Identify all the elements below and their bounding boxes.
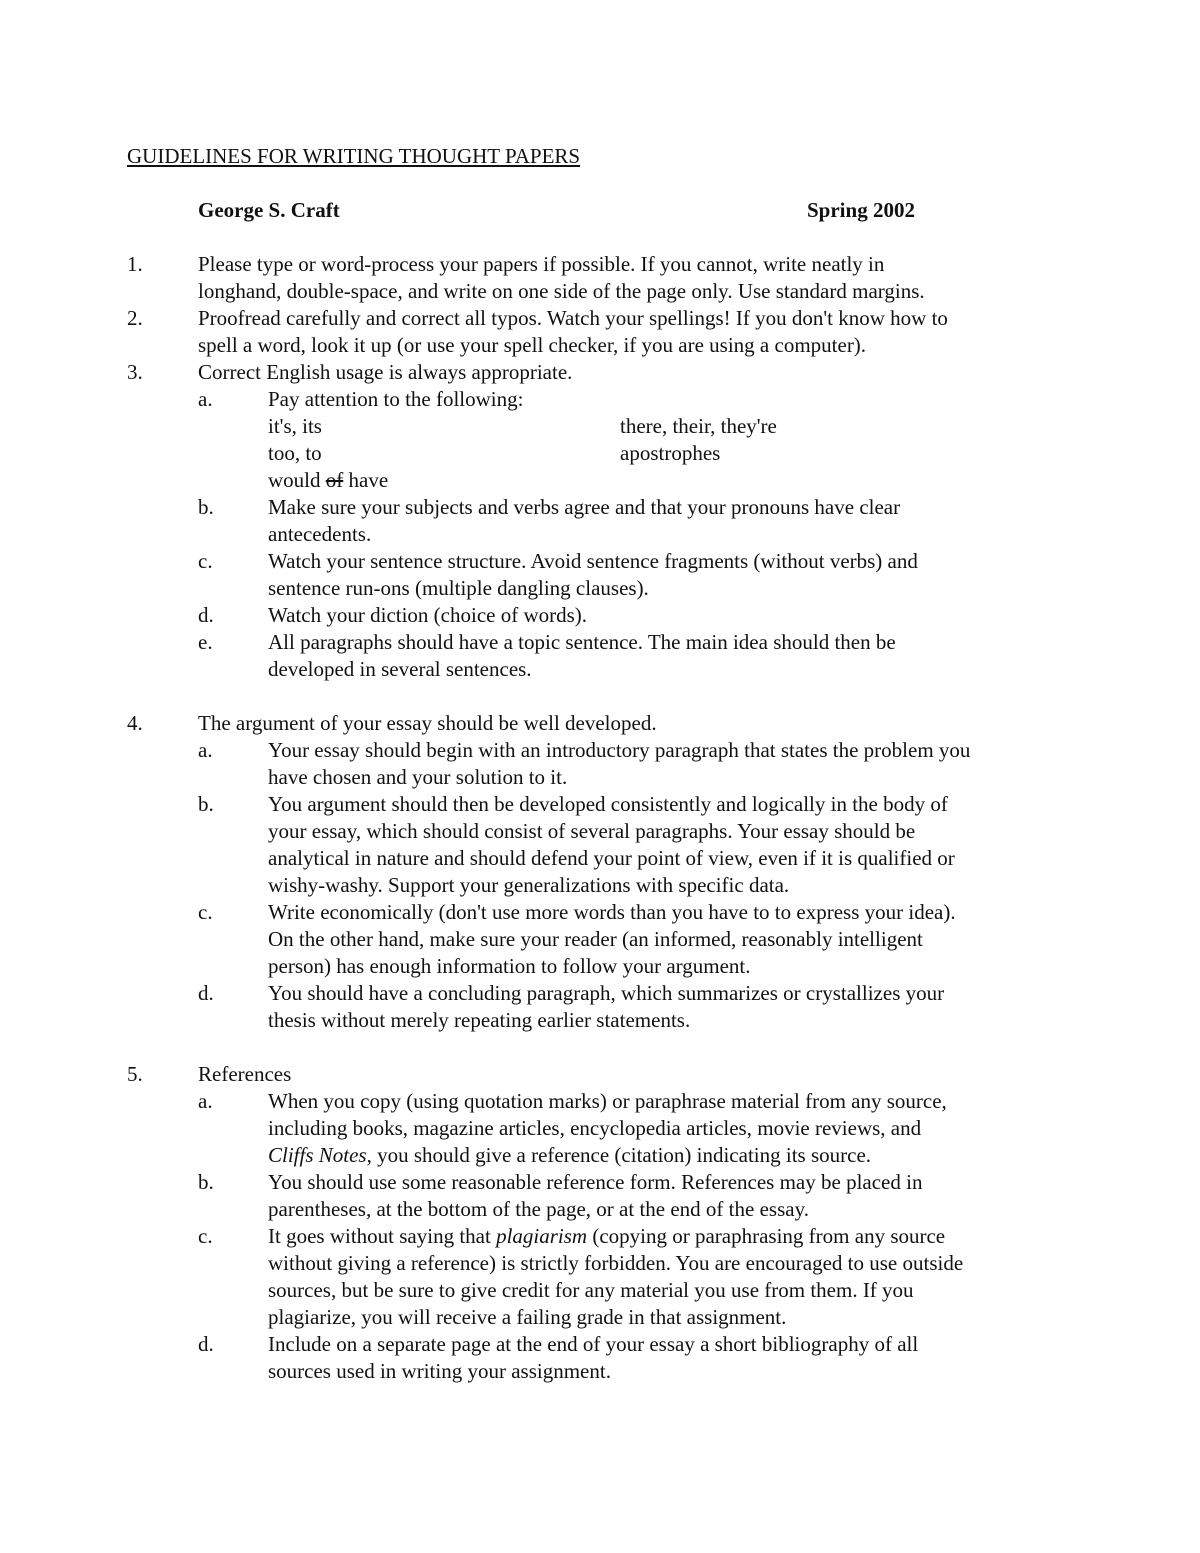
word-apostrophes: apostrophes xyxy=(620,441,721,465)
item-4d-letter: d. xyxy=(198,981,214,1005)
item-5c-line-1 xyxy=(268,1223,1128,1250)
item-5a-letter: a. xyxy=(198,1089,213,1113)
item-5b-line-1: You should use some reasonable reference form. References may be placed in xyxy=(268,1170,923,1194)
item-5d-line-2: sources used in writing your assignment. xyxy=(268,1359,611,1383)
would-text: would xyxy=(268,468,326,492)
of-strikethrough: of xyxy=(325,468,344,492)
item-3d-line: Watch your diction (choice of words). xyxy=(268,603,588,627)
item-3b-line-1: Make sure your subjects and verbs agree and that your pronouns have clear xyxy=(268,495,901,519)
item-number-3: 3. xyxy=(127,360,143,384)
item-3c-letter: c. xyxy=(198,549,213,573)
item-5c-line-1-start: It goes without saying that xyxy=(268,1224,497,1248)
item-5c-line-1-end: (copying or paraphrasing from any source xyxy=(587,1224,946,1248)
item-5d-line-1: Include on a separate page at the end of your essay a short bibliography of all xyxy=(268,1332,919,1356)
item-3e-line-1: All paragraphs should have a topic sentence. The main idea should then be xyxy=(268,630,896,654)
item-3-line: Correct English usage is always appropriate. xyxy=(198,360,573,384)
item-4a-line-2: have chosen and your solution to it. xyxy=(268,765,568,789)
have-text: have xyxy=(343,468,389,492)
item-5a-line-2: including books, magazine articles, encyclopedia articles, movie reviews, and xyxy=(268,1116,922,1140)
item-4d-line-2: thesis without merely repeating earlier statements. xyxy=(268,1008,691,1032)
item-4b-line-2: your essay, which should consist of several paragraphs. Your essay should be xyxy=(268,819,916,843)
item-5c-letter: c. xyxy=(198,1224,213,1248)
item-3b-line-2: antecedents. xyxy=(268,522,372,546)
item-3c-line-2: sentence run-ons (multiple dangling clauses). xyxy=(268,576,649,600)
word-would-have xyxy=(268,467,1128,494)
item-4b-line-1: You argument should then be developed consistently and logically in the body of xyxy=(268,792,948,816)
item-4a-line-1: Your essay should begin with an introductory paragraph that states the problem you xyxy=(268,738,971,762)
plagiarism-italic: plagiarism xyxy=(496,1224,588,1248)
cliffs-notes-italic: Cliffs Notes xyxy=(268,1143,367,1167)
word-pair-too: too, to xyxy=(268,441,322,465)
item-3c-line-1: Watch your sentence structure. Avoid sentence fragments (without verbs) and xyxy=(268,549,918,573)
item-5c-line-2: without giving a reference) is strictly forbidden. You are encouraged to use outside xyxy=(268,1251,964,1275)
item-4c-line-1: Write economically (don't use more words than you have to to express your idea). xyxy=(268,900,956,924)
page-title: GUIDELINES FOR WRITING THOUGHT PAPERS xyxy=(127,144,581,168)
item-5d-letter: d. xyxy=(198,1332,214,1356)
item-5a-line-3-rest: , you should give a reference (citation) indicating its source. xyxy=(366,1143,872,1167)
item-4a-letter: a. xyxy=(198,738,213,762)
item-3e-line-2: developed in several sentences. xyxy=(268,657,532,681)
item-1-line-2: longhand, double-space, and write on one side of the page only. Use standard margins. xyxy=(198,279,925,303)
item-number-2: 2. xyxy=(127,306,143,330)
word-pair-its: it's, its xyxy=(268,414,322,438)
item-2-line-2: spell a word, look it up (or use your spell checker, if you are using a computer). xyxy=(198,333,867,357)
item-5a-line-3 xyxy=(268,1142,1128,1169)
item-4b-line-3: analytical in nature and should defend your point of view, even if it is qualified or xyxy=(268,846,955,870)
term-label: Spring 2002 xyxy=(807,198,915,222)
item-number-5: 5. xyxy=(127,1062,143,1086)
item-5a-line-1: When you copy (using quotation marks) or paraphrase material from any source, xyxy=(268,1089,947,1113)
item-3a-letter: a. xyxy=(198,387,213,411)
item-4b-letter: b. xyxy=(198,792,214,816)
item-3d-letter: d. xyxy=(198,603,214,627)
item-number-1: 1. xyxy=(127,252,143,276)
item-3b-letter: b. xyxy=(198,495,214,519)
item-2-line-1: Proofread carefully and correct all typos. Watch your spellings! If you don't know how to xyxy=(198,306,948,330)
word-pair-there: there, their, they're xyxy=(620,414,777,438)
item-3e-letter: e. xyxy=(198,630,213,654)
item-5b-line-2: parentheses, at the bottom of the page, or at the end of the essay. xyxy=(268,1197,809,1221)
item-4d-line-1: You should have a concluding paragraph, which summarizes or crystallizes your xyxy=(268,981,945,1005)
item-5-line: References xyxy=(198,1062,292,1086)
item-5c-line-3: sources, but be sure to give credit for any material you use from them. If you xyxy=(268,1278,914,1302)
author-name: George S. Craft xyxy=(198,198,340,222)
item-3a-line: Pay attention to the following: xyxy=(268,387,524,411)
item-5c-line-4: plagiarize, you will receive a failing grade in that assignment. xyxy=(268,1305,787,1329)
item-5b-letter: b. xyxy=(198,1170,214,1194)
item-4c-line-3: person) has enough information to follow your argument. xyxy=(268,954,751,978)
item-4c-letter: c. xyxy=(198,900,213,924)
item-1-line-1: Please type or word-process your papers if possible. If you cannot, write neatly in xyxy=(198,252,885,276)
item-number-4: 4. xyxy=(127,711,143,735)
item-4c-line-2: On the other hand, make sure your reader (an informed, reasonably intelligent xyxy=(268,927,923,951)
item-4-line: The argument of your essay should be well developed. xyxy=(198,711,657,735)
item-4b-line-4: wishy-washy. Support your generalizations with specific data. xyxy=(268,873,790,897)
